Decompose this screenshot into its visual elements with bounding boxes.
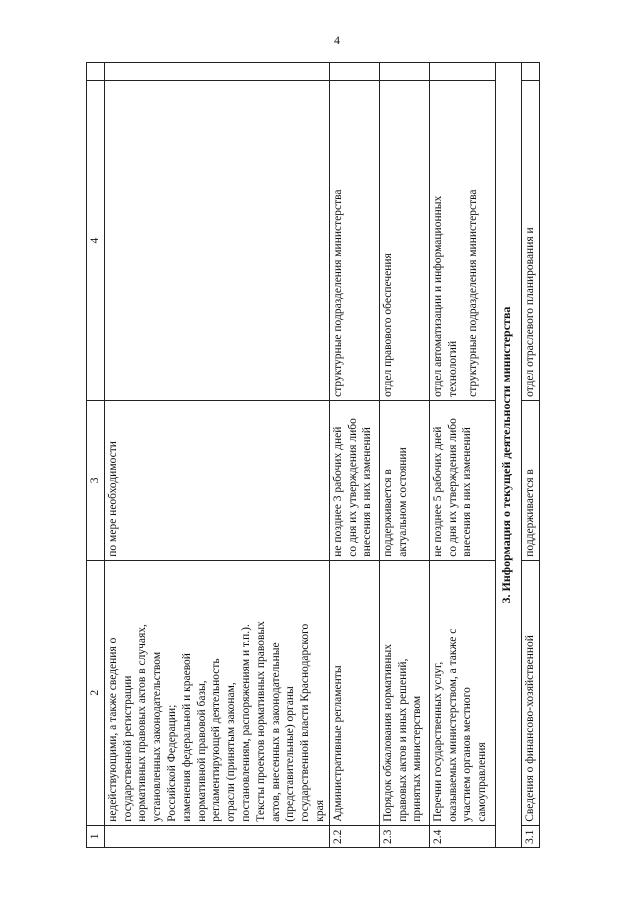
text-line: края — [313, 800, 326, 822]
text-line: поддерживается в — [381, 469, 394, 557]
row-period — [379, 400, 429, 560]
text-line: оказываемых министерством, а также с — [446, 628, 459, 822]
text-line: правовых актов и иных решений, — [396, 658, 409, 822]
row-number: 2.3 — [379, 825, 429, 847]
row-period — [329, 400, 379, 560]
row-name — [379, 560, 429, 825]
text-line: нормативных правовых актов в случаях, — [136, 624, 149, 822]
table-row — [329, 63, 379, 848]
text-line: (представительные) органы — [284, 686, 297, 822]
text-line: участием органов местного — [461, 687, 474, 822]
publication-table — [86, 62, 540, 848]
row-name — [329, 560, 379, 825]
text-line: технологий — [446, 340, 459, 397]
text-line: внесения в них изменений — [361, 427, 374, 557]
row-responsible — [521, 81, 539, 401]
text-line: Порядок обжалования нормативных — [381, 644, 394, 822]
text-line: Тексты проектов нормативных правовых — [254, 621, 267, 822]
page-number: 4 — [334, 33, 340, 47]
row-number — [104, 825, 329, 847]
row-responsible — [379, 81, 429, 401]
text-line: со дня их утверждения либо — [446, 418, 459, 557]
row-name — [104, 560, 329, 825]
row-number: 2.2 — [329, 825, 379, 847]
header-col-3: 3 — [87, 400, 105, 560]
row-responsible — [329, 81, 379, 401]
text-line: государственной власти Краснодарского — [299, 623, 312, 822]
text-line: по мере необходимости — [106, 441, 119, 557]
text-line: актуальном состоянии — [396, 447, 409, 557]
header-col-4: 4 — [87, 81, 105, 401]
section-row — [495, 63, 521, 848]
row-number: 2.4 — [429, 825, 495, 847]
text-line: принятых министерством — [411, 695, 424, 822]
text-line: не позднее 3 рабочих дней — [331, 426, 344, 557]
table-row — [429, 63, 495, 848]
row-extra — [429, 63, 495, 81]
table-row — [379, 63, 429, 848]
header-col-1: 1 — [87, 825, 105, 847]
table-row — [104, 63, 329, 848]
row-name — [521, 560, 539, 825]
text-line: Перечни государственных услуг, — [431, 661, 444, 822]
text-line: государственной регистрации — [121, 675, 134, 822]
text-line: Сведения о финансово-хозяйственной — [523, 635, 536, 822]
text-line: со дня их утверждения либо — [346, 418, 359, 557]
text-line: отрасли (принятым законам, — [225, 682, 238, 822]
text-line: поддерживается в — [523, 469, 536, 557]
row-period — [429, 400, 495, 560]
text-line: изменения федеральной и краевой — [180, 653, 193, 822]
text-line: внесения в них изменений — [461, 427, 474, 557]
row-number: 3.1 — [521, 825, 539, 847]
row-extra — [104, 63, 329, 81]
row-period — [104, 400, 329, 560]
text-line: отдел автоматизации и информационных — [431, 195, 444, 397]
text-line: самоуправления — [476, 742, 489, 822]
row-extra — [379, 63, 429, 81]
row-extra — [521, 63, 539, 81]
row-name — [429, 560, 495, 825]
text-line: отдел правового обеспечения — [381, 253, 394, 397]
text-line: отдел отраслевого планирования и — [523, 227, 536, 397]
row-responsible — [104, 81, 329, 401]
row-period — [521, 400, 539, 560]
text-line: установленных законодательством — [151, 651, 164, 822]
section-title: 3. Информация о текущей деятельности министерства — [495, 63, 521, 848]
text-line: постановлениям, распоряжениям и т.п.). — [239, 624, 252, 822]
header-col-2: 2 — [87, 560, 105, 825]
table-row — [521, 63, 539, 848]
rotated-table-container — [86, 62, 546, 848]
text-line: Российской Федерации; — [165, 704, 178, 822]
text-line: регламентирующей деятельность — [210, 658, 223, 822]
header-row — [87, 63, 105, 848]
header-col-5 — [87, 63, 105, 81]
row-extra — [329, 63, 379, 81]
text-line: структурные подразделения министерства — [467, 189, 480, 397]
text-line: структурные подразделения министерства — [331, 189, 344, 397]
text-line: недействующими, а также сведения о — [106, 637, 119, 822]
text-line: Административные регламенты — [331, 665, 344, 822]
text-line: нормативной правовой базы, — [195, 680, 208, 822]
text-line: не позднее 5 рабочих дней — [431, 426, 444, 557]
row-responsible — [429, 81, 495, 401]
text-line: актов, внесенных в законодательные — [269, 642, 282, 822]
